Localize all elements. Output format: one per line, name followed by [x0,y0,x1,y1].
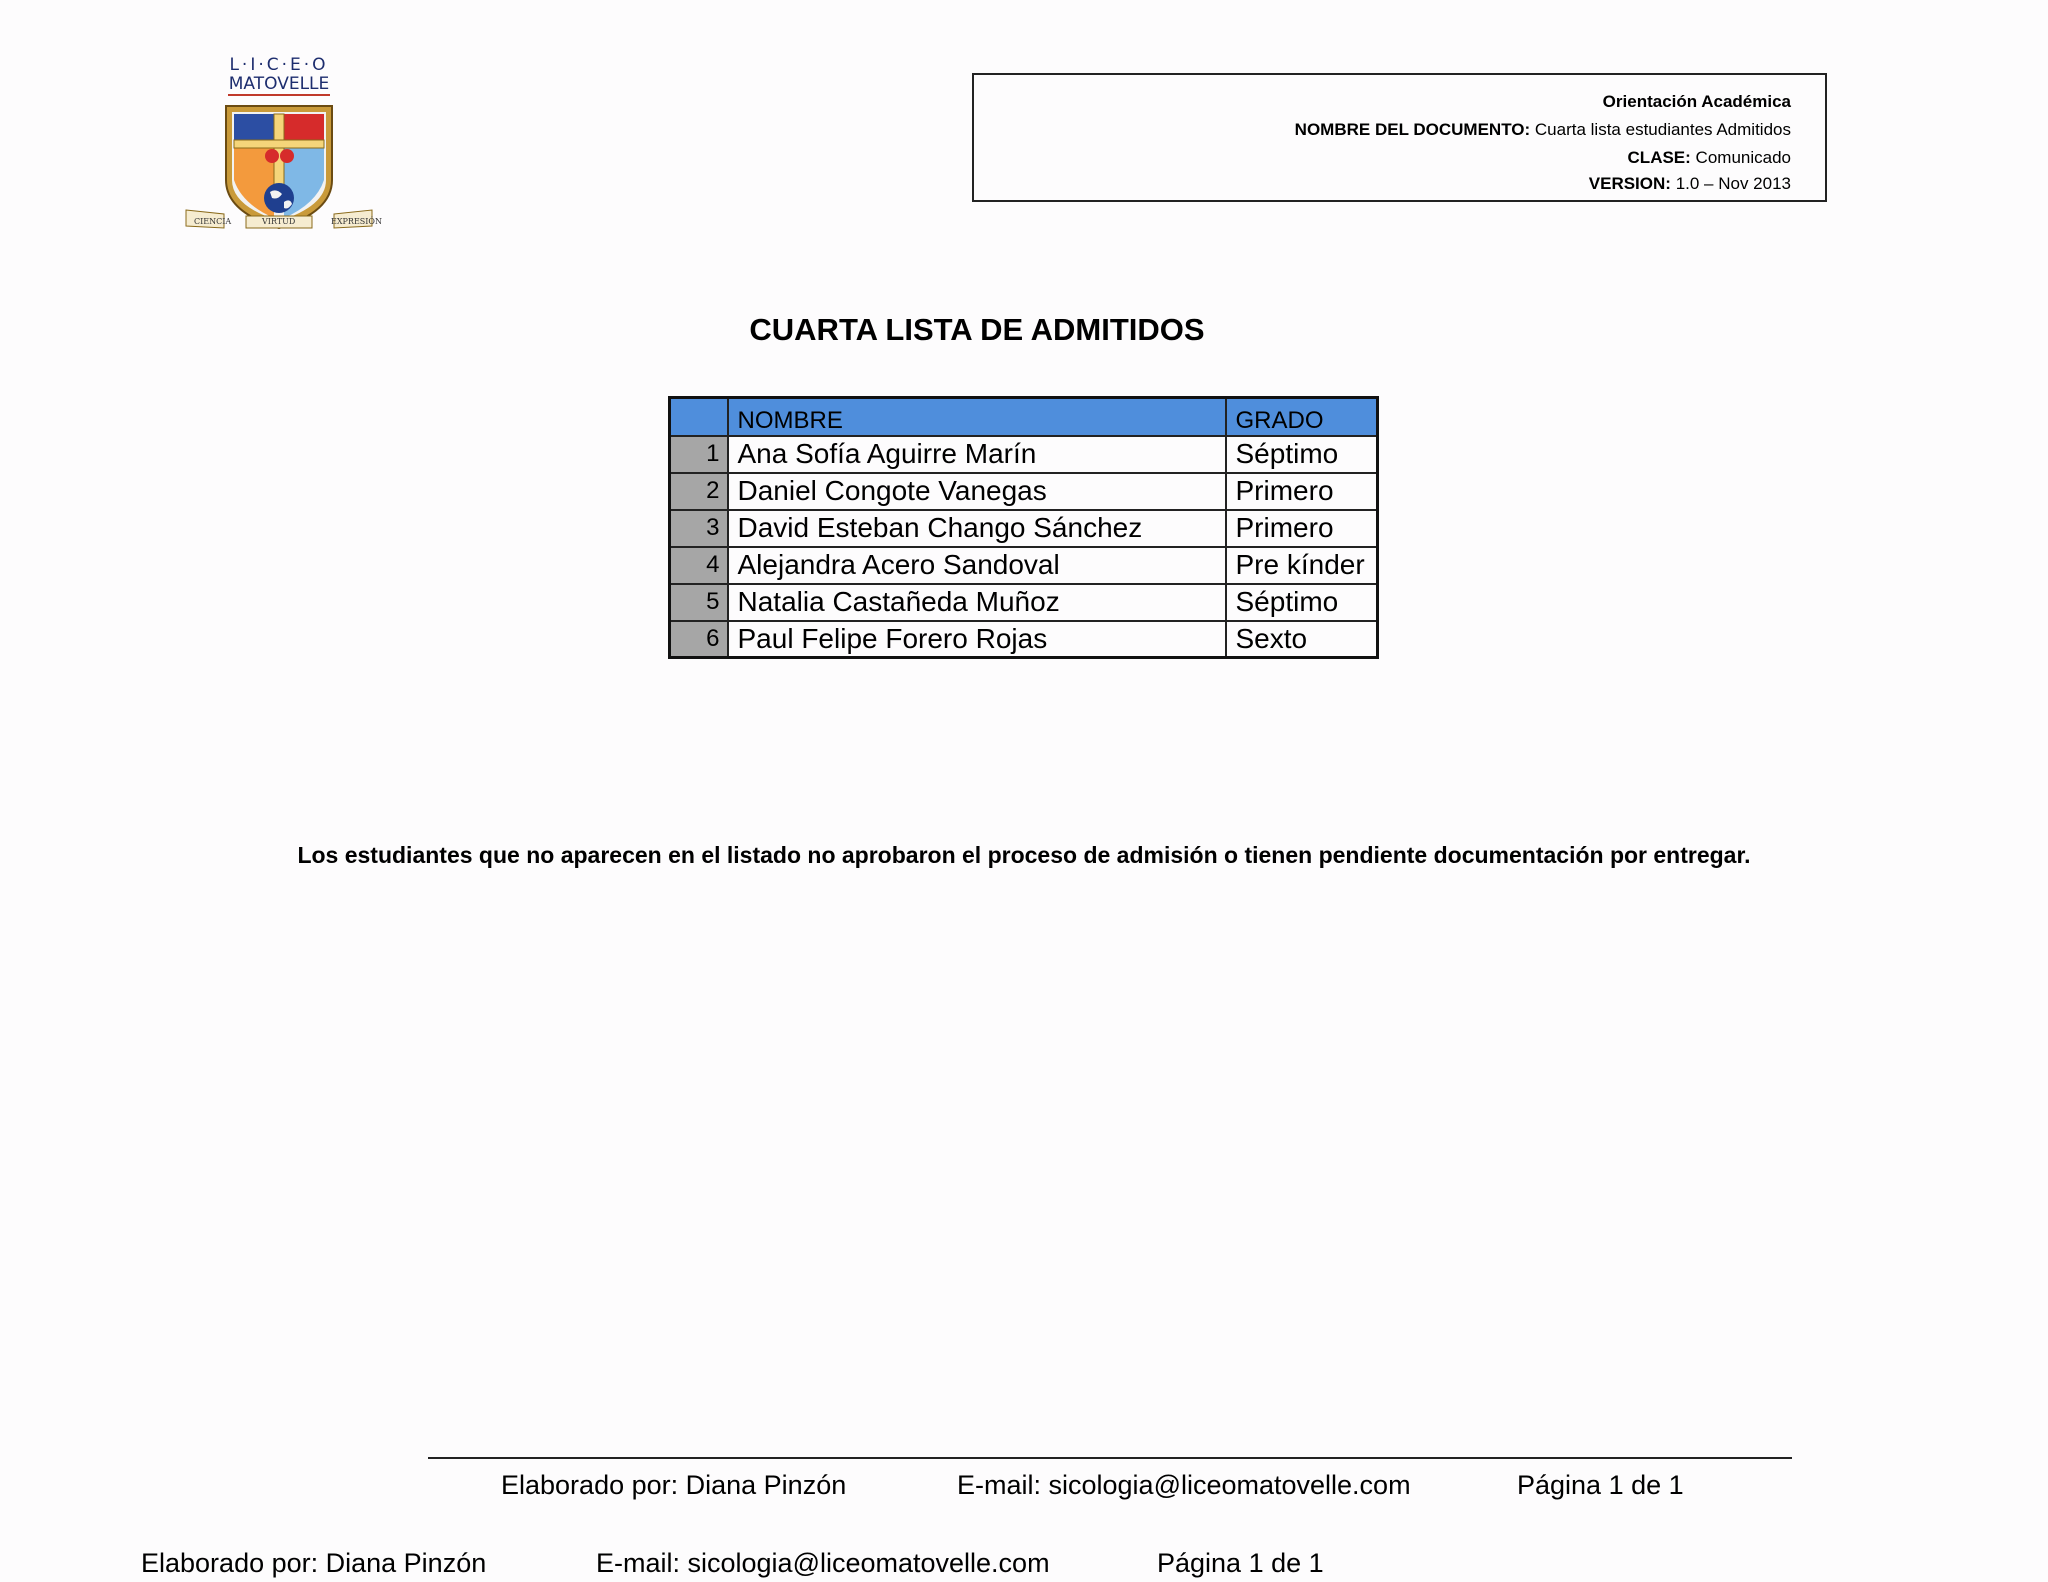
logo-motto-ciencia: CIENCIA [194,217,232,226]
student-name: Alejandra Acero Sandoval [728,547,1226,584]
logo-underline [228,94,330,96]
footer-repeat-author: Elaborado por: Diana Pinzón [141,1548,487,1578]
column-header-name: NOMBRE [728,398,1226,436]
student-grade: Sexto [1226,621,1378,658]
column-header-number [670,398,728,436]
student-name: David Esteban Chango Sánchez [728,510,1226,547]
student-name: Natalia Castañeda Muñoz [728,584,1226,621]
logo-motto-virtud: VIRTUD [262,217,296,226]
table-row [670,621,1378,658]
footer-page-number: Página 1 de 1 [1517,1470,1684,1500]
table-row [670,584,1378,621]
department-label: Orientación Académica [1602,92,1791,111]
document-name-line [1295,120,1791,140]
row-number: 3 [670,510,728,547]
version-label: VERSION: [1588,174,1671,193]
version-value: 1.0 – Nov 2013 [1675,174,1791,193]
footer-author: Elaborado por: Diana Pinzón [501,1470,847,1500]
department-line [1603,92,1791,112]
logo-bottom-text: MATOVELLE [228,74,330,94]
footer-repeat-email: E-mail: sicologia@liceomatovelle.com [596,1548,1050,1578]
student-grade: Séptimo [1226,436,1378,473]
admitted-students-table [668,396,1379,659]
row-number: 6 [670,621,728,658]
student-grade: Primero [1226,510,1378,547]
document-name-value: Cuarta lista estudiantes Admitidos [1534,120,1791,139]
student-name: Paul Felipe Forero Rojas [728,621,1226,658]
row-number: 4 [670,547,728,584]
school-logo [184,55,382,236]
student-name: Daniel Congote Vanegas [728,473,1226,510]
row-number: 1 [670,436,728,473]
class-value: Comunicado [1695,148,1791,167]
version-line [1589,174,1791,194]
table-row [670,436,1378,473]
student-name: Ana Sofía Aguirre Marín [728,436,1226,473]
class-line [1628,148,1791,168]
page-title: CUARTA LISTA DE ADMITIDOS [749,312,1205,347]
table-row [670,510,1378,547]
admission-notice: Los estudiantes que no aparecen en el listado no aprobaron el proceso de admisión o tienen pendiente documentación por entregar. [297,842,1751,868]
school-crest-icon [184,100,374,235]
footer-repeat-page-number: Página 1 de 1 [1157,1548,1324,1578]
student-grade: Pre kínder [1226,547,1378,584]
column-header-grade: GRADO [1226,398,1378,436]
row-number: 2 [670,473,728,510]
table-row [670,547,1378,584]
class-label: CLASE: [1627,148,1691,167]
footer-divider [428,1457,1792,1459]
footer-email: E-mail: sicologia@liceomatovelle.com [957,1470,1411,1500]
row-number: 5 [670,584,728,621]
logo-motto-expresion: EXPRESIÓN [331,217,382,226]
table-row [670,473,1378,510]
document-name-label: NOMBRE DEL DOCUMENTO: [1294,120,1531,139]
document-info-box [972,73,1827,202]
table-header-row [670,398,1378,436]
student-grade: Séptimo [1226,584,1378,621]
logo-top-text: L·I·C·E·O [229,55,329,75]
student-grade: Primero [1226,473,1378,510]
